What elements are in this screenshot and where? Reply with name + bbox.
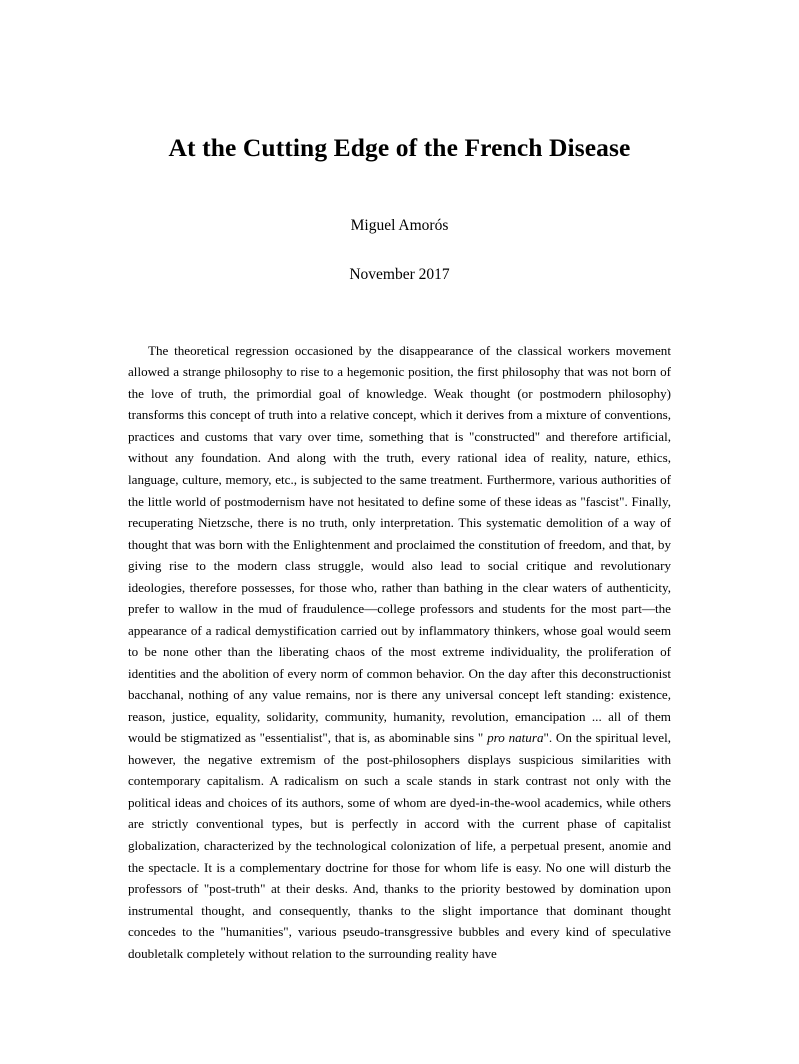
paragraph-italic-phrase: pro natura	[487, 730, 544, 746]
body-paragraph	[128, 285, 671, 964]
document-content	[128, 0, 671, 964]
document-author: Miguel Amorós	[350, 216, 449, 234]
paragraph-text-part-2: ". On the spiritual level, however, the negative extremism of the post-philosophers displays suspicious similarities with contemporary capitalism. A radicalism on such a scale stands in stark contrast not only with the political ideas and choices of its authors, some of whom are dyed-in-the-wool academics, while others are strictly conventional types, but is perfectly in accord with the current phase of capitalist globalization, characterized by the technological colonization of life, a perpetual present, anomie and the spectacle. It is a complementary doctrine for those for whom life is easy. No one will disturb the professors of "post-truth" at their desks. And, thanks to the priority bestowed by domination upon instrumental thought, and consequently, thanks to the slight importance that dominant thought concedes to the "humanities", various pseudo-transgressive bubbles and every kind of speculative doubletalk completely without relation to the surrounding reality have	[128, 730, 671, 961]
page-title: At the Cutting Edge of the French Disease	[168, 133, 631, 162]
paragraph-text-part-1: The theoretical regression occasioned by the disappearance of the classical workers movement allowed a strange philosophy to rise to a hegemonic position, the first philosophy that was not born of the love of truth, the primordial goal of knowledge. Weak thought (or postmodern philosophy) transforms this concept of truth into a relative concept, which it derives from a mixture of conventions, practices and customs that vary over time, something that is "constructed" and therefore artificial, without any foundation. And along with the truth, every rational idea of reality, nature, ethics, language, culture, memory, etc., is subjected to the same treatment. Furthermore, various authorities of the little world of postmodernism have not hesitated to define some of these ideas as "fascist". Finally, recuperating Nietzsche, there is no truth, only interpretation. This systematic demolition of a way of thought that was born with the Enlightenment and proclaimed the constitution of freedom, and that, by giving rise to the modern class struggle, would also lead to social critique and revolutionary ideologies, therefore possesses, for those who, rather than bathing in the clear waters of authenticity, prefer to wallow in the mud of fraudulence—college professors and students for the most part—the appearance of a radical demystification carried out by inflammatory thinkers, whose goal would seem to be none other than the liberating chaos of the most extreme individuality, the proliferation of identities and the abolition of every norm of common behavior. On the day after this deconstructionist bacchanal, nothing of any value remains, nor is there any universal concept left standing: existence, reason, justice, equality, solidarity, community, humanity, revolution, emancipation ... all of them would be stigmatized as "essentialist", that is, as abominable sins "	[128, 342, 671, 746]
document-date: November 2017	[349, 266, 450, 284]
